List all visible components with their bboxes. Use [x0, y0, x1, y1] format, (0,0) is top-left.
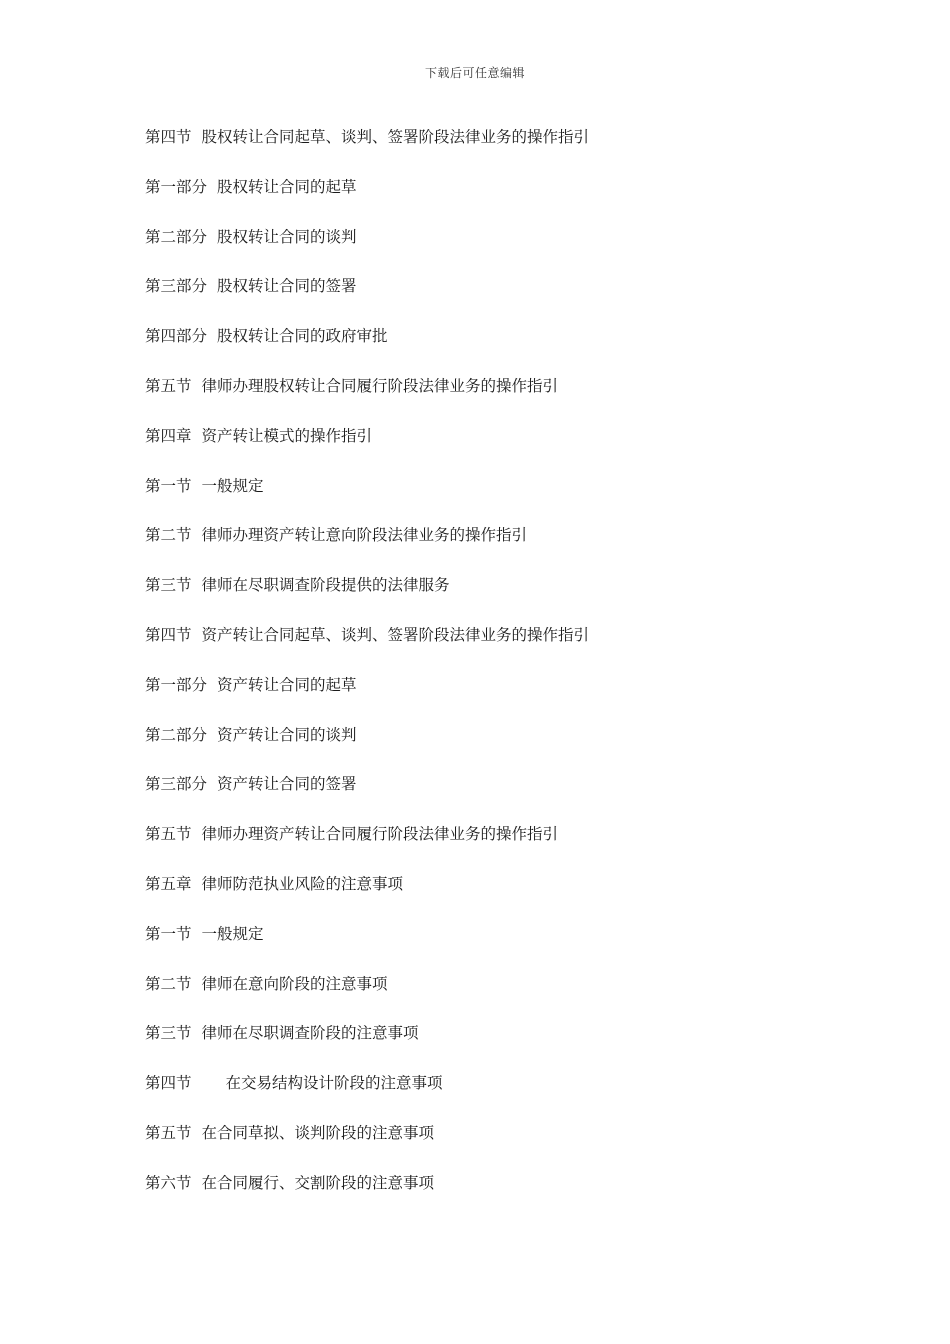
- toc-item: [145, 821, 845, 871]
- toc-item-number: 第四节: [145, 1074, 192, 1093]
- toc-item: [145, 323, 845, 373]
- toc-item: [145, 672, 845, 722]
- toc-item-title: 资产转让模式的操作指引: [201, 426, 373, 445]
- toc-item-title: 律师在意向阶段的注意事项: [201, 974, 388, 993]
- toc-item-number: 第三部分: [145, 277, 208, 296]
- toc-item-number: 第二节: [145, 974, 192, 993]
- toc-item-title: 资产转让合同起草、谈判、签署阶段法律业务的操作指引: [201, 625, 590, 644]
- toc-item-number: 第三节: [145, 1024, 192, 1043]
- toc-item-number: 第一部分: [145, 177, 208, 196]
- toc-item: [145, 921, 845, 971]
- toc-item: [145, 1170, 845, 1220]
- toc-item: [145, 1120, 845, 1170]
- toc-item-number: 第一节: [145, 924, 192, 943]
- toc-item: [145, 423, 845, 473]
- toc-item: [145, 871, 845, 921]
- toc-item-number: 第三部分: [145, 775, 208, 794]
- toc-item: [145, 473, 845, 523]
- toc-item: [145, 174, 845, 224]
- toc-item-title: 股权转让合同起草、谈判、签署阶段法律业务的操作指引: [201, 128, 590, 146]
- toc-item-title: 股权转让合同的起草: [217, 177, 357, 196]
- toc-item-title: 股权转让合同的签署: [217, 277, 357, 296]
- toc-item: [145, 971, 845, 1021]
- toc-item-title: 律师防范执业风险的注意事项: [201, 874, 404, 893]
- toc-item-title: 在合同草拟、谈判阶段的注意事项: [201, 1123, 435, 1142]
- toc-item-title: 一般规定: [201, 476, 264, 495]
- toc-item-number: 第四章: [145, 426, 192, 445]
- toc-item-number: 第三节: [145, 576, 192, 595]
- toc-item-title: 在合同履行、交割阶段的注意事项: [201, 1173, 435, 1192]
- toc-item-number: 第二节: [145, 526, 192, 545]
- toc-item: [145, 522, 845, 572]
- toc-item-title: 股权转让合同的谈判: [217, 227, 357, 246]
- toc-item: [145, 1070, 845, 1120]
- toc-item: [145, 771, 845, 821]
- toc-item-number: 第五节: [145, 1123, 192, 1142]
- toc-item: [145, 622, 845, 672]
- toc-item-title: 一般规定: [201, 924, 264, 943]
- toc-item-number: 第四节: [145, 128, 192, 146]
- toc-item-number: 第二部分: [145, 227, 208, 246]
- toc-item-number: 第一节: [145, 476, 192, 495]
- toc-item: [145, 124, 845, 174]
- toc-item-title: 资产转让合同的谈判: [217, 725, 357, 744]
- toc-item-title: 律师办理资产转让合同履行阶段法律业务的操作指引: [201, 825, 559, 844]
- toc-item-number: 第五章: [145, 874, 192, 893]
- toc-item: [145, 1020, 845, 1070]
- toc-item: [145, 273, 845, 323]
- toc-item-number: 第二部分: [145, 725, 208, 744]
- toc-item-number: 第四部分: [145, 327, 208, 346]
- toc-item-number: 第六节: [145, 1173, 192, 1192]
- toc-item-title: 资产转让合同的签署: [217, 775, 357, 794]
- toc-item: [145, 224, 845, 274]
- toc-item: [145, 373, 845, 423]
- toc-item-title: 律师办理股权转让合同履行阶段法律业务的操作指引: [201, 376, 559, 395]
- toc-item-number: 第一部分: [145, 675, 208, 694]
- toc-item-title: 资产转让合同的起草: [217, 675, 357, 694]
- toc-item-number: 第五节: [145, 825, 192, 844]
- page-header: 下载后可任意编辑: [424, 66, 525, 80]
- toc-item: [145, 722, 845, 772]
- table-of-contents: [145, 124, 845, 1220]
- toc-item-title: 律师在尽职调查阶段的注意事项: [201, 1024, 419, 1043]
- toc-item-number: 第四节: [145, 625, 192, 644]
- toc-item-number: 第五节: [145, 376, 192, 395]
- toc-item: [145, 572, 845, 622]
- toc-item-title: 股权转让合同的政府审批: [217, 327, 388, 346]
- toc-item-title: 在交易结构设计阶段的注意事项: [225, 1074, 443, 1093]
- toc-item-title: 律师办理资产转让意向阶段法律业务的操作指引: [201, 526, 528, 545]
- toc-item-title: 律师在尽职调查阶段提供的法律服务: [201, 576, 450, 595]
